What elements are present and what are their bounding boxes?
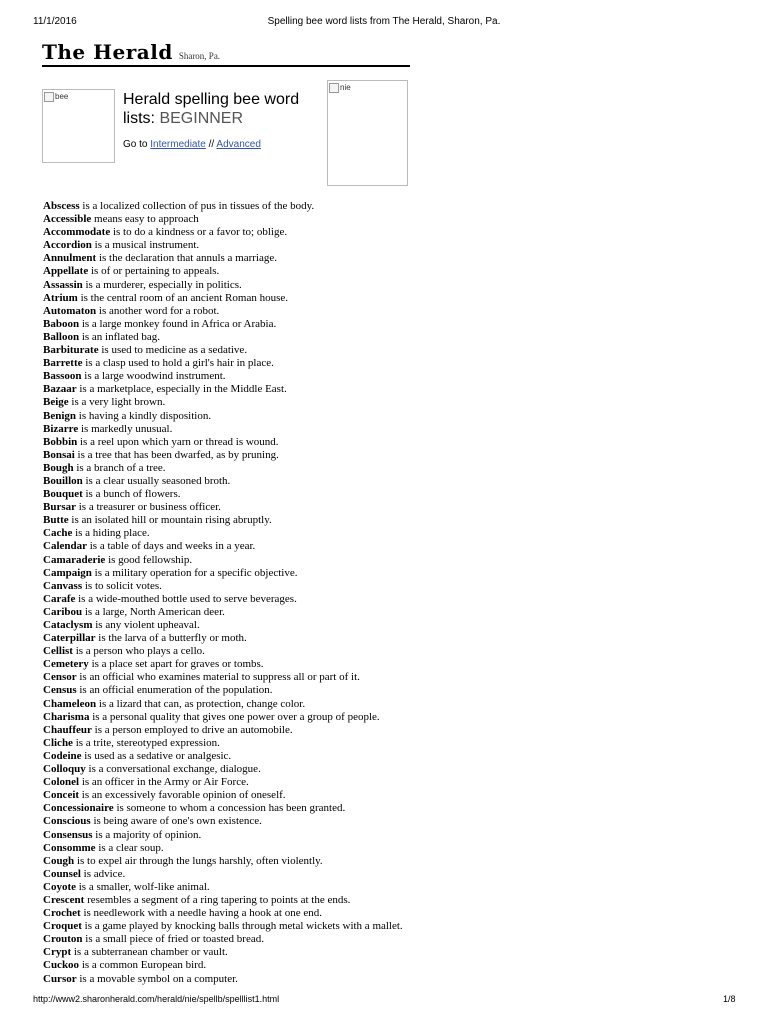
word-definition: is an isolated hill or mountain rising abruptly. [71, 514, 272, 527]
word-entry [43, 750, 743, 763]
word-entry [43, 436, 743, 449]
word-entry [43, 567, 743, 580]
word-entry [43, 632, 743, 645]
word-entry [43, 423, 743, 436]
spelling-word: Crypt [43, 946, 72, 959]
word-entry [43, 305, 743, 318]
spelling-word: Baboon [43, 317, 80, 330]
word-entry [43, 737, 743, 750]
word-entry [43, 829, 743, 842]
word-definition: is an official who examines material to suppress all or part of it. [79, 671, 360, 684]
word-entry [43, 279, 743, 292]
spelling-word: Canvass [43, 579, 83, 592]
word-entry [43, 855, 743, 868]
word-entry [43, 331, 743, 344]
spelling-word: Codeine [43, 749, 82, 762]
word-entry [43, 881, 743, 894]
word-definition: is a large, North American deer. [84, 605, 225, 618]
spelling-word: Barrette [43, 357, 83, 370]
word-entry [43, 292, 743, 305]
spelling-word: Conscious [43, 815, 91, 828]
spelling-word: Carafe [43, 592, 76, 605]
word-definition: is to do a kindness or a favor to; oblige. [112, 226, 288, 239]
spelling-word: Conceit [43, 789, 80, 802]
word-definition: is a majority of opinion. [95, 828, 202, 841]
word-entry [43, 802, 743, 815]
word-entry [43, 789, 743, 802]
spelling-word: Chameleon [43, 697, 97, 710]
spelling-word: Cursor [43, 972, 77, 985]
spelling-word: Cuckoo [43, 959, 80, 972]
spelling-word: Cataclysm [43, 619, 93, 631]
word-definition: is another word for a robot. [98, 304, 220, 317]
nie-image [327, 80, 408, 186]
word-definition: is a bunch of flowers. [85, 488, 181, 501]
spelling-word: Colonel [43, 776, 80, 789]
word-definition: is a movable symbol on a computer. [79, 972, 238, 985]
spelling-word: Crochet [43, 907, 81, 920]
word-definition: is used to medicine as a sedative. [101, 344, 248, 357]
broken-image-icon [329, 83, 351, 93]
spelling-word: Consomme [43, 841, 96, 854]
word-entry [43, 711, 743, 724]
spelling-word: Bobbin [43, 435, 78, 448]
spelling-word: Abscess [43, 200, 80, 212]
spelling-word: Annulment [43, 252, 97, 265]
word-definition: is a person employed to drive an automobile. [94, 723, 293, 736]
spelling-word: Barbiturate [43, 344, 99, 357]
spelling-word: Caterpillar [43, 632, 96, 645]
word-entry [43, 645, 743, 658]
word-definition: is a large woodwind instrument. [84, 370, 226, 383]
word-definition: is of or pertaining to appeals. [90, 265, 220, 278]
intermediate-link[interactable]: Intermediate [150, 139, 206, 150]
word-definition: is an official enumeration of the population. [79, 684, 273, 697]
word-definition: is an excessively favorable opinion of oneself. [81, 789, 286, 802]
word-entry [43, 475, 743, 488]
spelling-word: Bouillon [43, 474, 83, 487]
word-definition: is a marketplace, especially in the Middle East. [79, 383, 287, 396]
word-entry [43, 462, 743, 475]
spelling-word: Censor [43, 671, 77, 684]
spelling-word: Accommodate [43, 226, 111, 239]
word-entry [43, 580, 743, 593]
spelling-word: Colloquy [43, 763, 86, 776]
word-entry [43, 606, 743, 619]
word-definition: resembles a segment of a ring tapering to points at the ends. [87, 893, 351, 906]
word-definition: is a military operation for a specific objective. [94, 566, 298, 579]
word-definition: is a clear soup. [98, 841, 164, 854]
word-definition: is a murderer, especially in politics. [85, 278, 242, 291]
spelling-word: Charisma [43, 710, 90, 723]
advanced-link[interactable]: Advanced [216, 139, 261, 150]
nav-separator: // [208, 139, 215, 150]
word-definition: is a clear usually seasoned broth. [85, 474, 231, 487]
spelling-word: Automaton [43, 304, 97, 317]
spelling-word: Bouquet [43, 488, 83, 501]
word-definition: is a hiding place. [75, 527, 150, 540]
word-entry [43, 658, 743, 671]
word-definition: is a small piece of fried or toasted bread. [85, 933, 264, 946]
word-entry [43, 593, 743, 606]
word-entry [43, 684, 743, 697]
word-entry [43, 815, 743, 828]
word-entry [43, 959, 743, 972]
level-nav [123, 139, 261, 150]
spelling-word: Campaign [43, 566, 92, 579]
spelling-word: Calendar [43, 540, 87, 553]
word-list [43, 200, 743, 986]
heading-level: BEGINNER [159, 110, 244, 127]
spelling-word: Accessible [43, 213, 92, 226]
word-definition: is the larva of a butterfly or moth. [98, 632, 247, 645]
word-definition: is a game played by knocking balls through metal wickets with a mallet. [84, 920, 403, 933]
word-entry [43, 396, 743, 409]
spelling-word: Benign [43, 409, 77, 422]
spelling-word: Accordion [43, 239, 92, 252]
word-entry [43, 344, 743, 357]
word-entry [43, 213, 743, 226]
spelling-word: Bough [43, 461, 74, 474]
word-definition: is to solicit votes. [84, 579, 162, 592]
word-entry [43, 370, 743, 383]
word-definition: means easy to approach [94, 213, 199, 226]
bee-image [42, 89, 115, 163]
masthead-place: Sharon, Pa. [178, 51, 221, 61]
word-entry [43, 973, 743, 986]
word-entry [43, 540, 743, 553]
word-entry [43, 357, 743, 370]
word-entry [43, 501, 743, 514]
spelling-word: Cliche [43, 736, 73, 749]
word-definition: is a reel upon which yarn or thread is wound. [80, 435, 279, 448]
word-entry [43, 671, 743, 684]
spelling-word: Beige [43, 396, 69, 409]
word-entry [43, 698, 743, 711]
word-entry [43, 920, 743, 933]
spelling-word: Caribou [43, 605, 83, 618]
word-definition: is to expel air through the lungs harshly, often violently. [76, 854, 323, 867]
word-definition: is being aware of one's own existence. [93, 815, 262, 828]
word-entry [43, 619, 743, 632]
spelling-word: Bursar [43, 501, 76, 514]
spelling-word: Appellate [43, 265, 89, 278]
word-definition: is a branch of a tree. [76, 461, 166, 474]
spelling-word: Bonsai [43, 448, 75, 461]
word-definition: is a conversational exchange, dialogue. [88, 763, 261, 776]
word-definition: is a wide-mouthed bottle used to serve beverages. [78, 592, 297, 605]
word-definition: is any violent upheaval. [95, 619, 200, 631]
word-definition: is an inflated bag. [81, 330, 161, 343]
word-entry [43, 226, 743, 239]
word-definition: is a tree that has been dwarfed, as by pruning. [77, 448, 279, 461]
spelling-word: Camaraderie [43, 553, 106, 566]
word-definition: is a smaller, wolf-like animal. [78, 880, 210, 893]
word-definition: is a localized collection of pus in tissues of the body. [82, 200, 315, 212]
word-definition: is a treasurer or business officer. [78, 501, 221, 514]
spelling-word: Bassoon [43, 370, 82, 383]
spelling-word: Census [43, 684, 77, 697]
word-definition: is an officer in the Army or Air Force. [81, 776, 249, 789]
word-definition: is a common European bird. [81, 959, 207, 972]
masthead [42, 40, 410, 67]
word-entry [43, 842, 743, 855]
word-entry [43, 527, 743, 540]
word-entry [43, 554, 743, 567]
spelling-word: Butte [43, 514, 69, 527]
word-entry [43, 488, 743, 501]
word-definition: is markedly unusual. [80, 422, 173, 435]
spelling-word: Consensus [43, 828, 93, 841]
word-entry [43, 200, 743, 213]
word-entry [43, 868, 743, 881]
word-entry [43, 383, 743, 396]
word-entry [43, 907, 743, 920]
word-entry [43, 449, 743, 462]
spelling-word: Croquet [43, 920, 82, 933]
spelling-word: Concessionaire [43, 802, 114, 815]
word-definition: is a large monkey found in Africa or Arabia. [81, 317, 277, 330]
word-definition: is advice. [83, 867, 126, 880]
spelling-word: Crescent [43, 893, 85, 906]
word-entry [43, 318, 743, 331]
word-definition: is a musical instrument. [94, 239, 200, 252]
print-page-number: 1/8 [723, 994, 736, 1004]
word-definition: is the declaration that annuls a marriage. [98, 252, 278, 265]
print-url: http://www2.sharonherald.com/herald/nie/spellb/spelllist1.html [33, 994, 280, 1004]
word-entry [43, 946, 743, 959]
masthead-logo: The Herald [42, 40, 173, 64]
spelling-word: Assassin [43, 278, 83, 291]
word-definition: is someone to whom a concession has been granted. [116, 802, 346, 815]
spelling-word: Cellist [43, 645, 73, 658]
spelling-word: Atrium [43, 291, 78, 304]
word-definition: is a personal quality that gives one power over a group of people. [92, 710, 380, 723]
word-entry [43, 724, 743, 737]
word-definition: is the central room of an ancient Roman house. [80, 291, 288, 304]
word-definition: is a clasp used to hold a girl's hair in place. [85, 357, 274, 370]
word-entry [43, 894, 743, 907]
word-entry [43, 239, 743, 252]
nav-prefix: Go to [123, 139, 148, 150]
word-entry [43, 265, 743, 278]
spelling-word: Cemetery [43, 658, 89, 671]
word-entry [43, 514, 743, 527]
broken-image-icon [44, 92, 68, 102]
spelling-word: Bazaar [43, 383, 77, 396]
bee-image-alt: bee [55, 92, 69, 101]
spelling-word: Counsel [43, 867, 81, 880]
spelling-word: Chauffeur [43, 723, 92, 736]
word-entry [43, 410, 743, 423]
word-definition: is a subterranean chamber or vault. [73, 946, 228, 959]
print-date: 11/1/2016 [33, 16, 77, 27]
spelling-word: Crouton [43, 933, 83, 946]
spelling-word: Coyote [43, 880, 76, 893]
word-definition: is used as a sedative or analgesic. [84, 749, 232, 762]
word-definition: is needlework with a needle having a hook at one end. [83, 907, 322, 920]
word-entry [43, 252, 743, 265]
word-definition: is good fellowship. [108, 553, 193, 566]
word-definition: is a place set apart for graves or tombs. [91, 658, 264, 671]
word-entry [43, 763, 743, 776]
print-page-title: Spelling bee word lists from The Herald, Sharon, Pa. [267, 16, 501, 27]
heading-text: Herald spelling bee word lists: [123, 91, 300, 127]
page-heading [123, 90, 323, 128]
word-entry [43, 776, 743, 789]
word-entry [43, 933, 743, 946]
word-definition: is a table of days and weeks in a year. [89, 540, 256, 553]
spelling-word: Balloon [43, 330, 80, 343]
spelling-word: Cache [43, 527, 73, 540]
spelling-word: Bizarre [43, 422, 79, 435]
word-definition: is having a kindly disposition. [78, 409, 212, 422]
word-definition: is a lizard that can, as protection, change color. [98, 697, 306, 710]
spelling-word: Cough [43, 854, 75, 867]
word-definition: is a very light brown. [71, 396, 166, 409]
word-definition: is a trite, stereotyped expression. [75, 736, 220, 749]
nie-image-alt: nie [340, 83, 351, 92]
word-definition: is a person who plays a cello. [75, 645, 205, 658]
